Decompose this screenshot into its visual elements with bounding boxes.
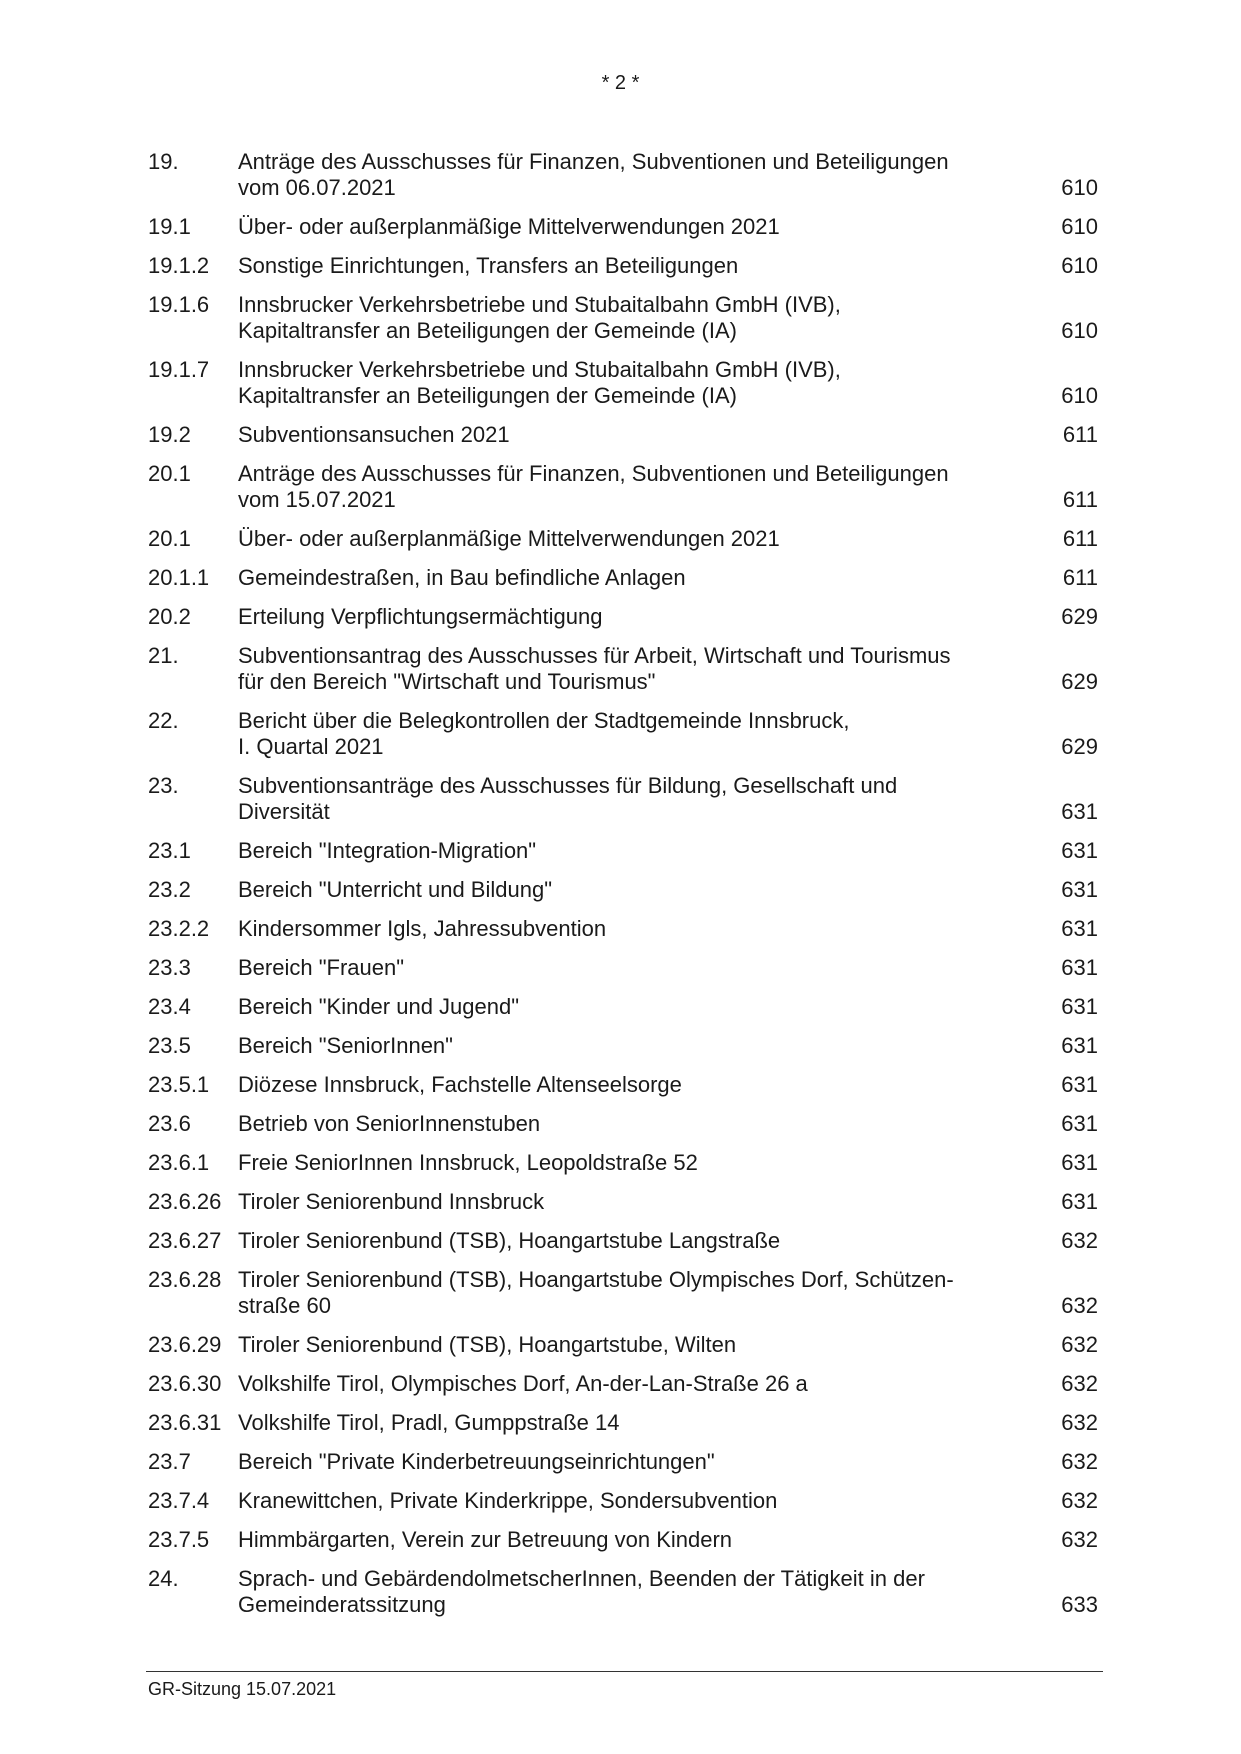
toc-entry-page: 610: [1061, 214, 1098, 239]
toc-entry-title: [238, 1332, 1038, 1358]
toc-entry: [148, 357, 1098, 409]
toc-entry-title-line: Tiroler Seniorenbund (TSB), Hoangartstube, Wilten: [238, 1332, 737, 1357]
toc-entry-page: 610: [1061, 383, 1098, 408]
toc-entry-title: [238, 292, 1038, 344]
toc-entry-number: 23.4: [148, 994, 191, 1019]
toc-entry-title: [238, 357, 1038, 409]
toc-entry-title-line: Betrieb von SeniorInnenstuben: [238, 1111, 541, 1136]
toc-entry-number: 20.1: [148, 461, 191, 486]
toc-entry-number: 23.5.1: [148, 1072, 210, 1097]
toc-entry-title: [238, 955, 1038, 981]
toc-entry-title-line: Bereich "Unterricht und Bildung": [238, 877, 553, 902]
toc-entry: [148, 1332, 1098, 1358]
toc-entry-number: 23.7: [148, 1449, 191, 1474]
toc-entry-title: [238, 708, 1038, 760]
toc-entry: [148, 461, 1098, 513]
toc-entry-page: 631: [1061, 799, 1098, 824]
toc-entry-page: 631: [1061, 916, 1098, 941]
toc-entry-title: [238, 1566, 1038, 1618]
toc-entry-number: 23.: [148, 773, 179, 798]
toc-entry-page: 610: [1061, 253, 1098, 278]
toc-entry-title-line: Subventionsanträge des Ausschusses für Bildung, Gesellschaft und: [238, 773, 898, 798]
toc-entry-title: [238, 214, 1038, 240]
toc-entry-title-line: Volkshilfe Tirol, Olympisches Dorf, An-der-Lan-Straße 26 a: [238, 1371, 808, 1396]
toc-entry-page: 629: [1061, 734, 1098, 759]
toc-entry-title-line: Innsbrucker Verkehrsbetriebe und Stubaitalbahn GmbH (IVB),: [238, 357, 841, 382]
toc-entry: [148, 292, 1098, 344]
toc-entry-title: [238, 1527, 1038, 1553]
toc-entry-title: [238, 1072, 1038, 1098]
toc-entry-number: 19.1: [148, 214, 191, 239]
toc-entry: [148, 1150, 1098, 1176]
toc-entry-title-line: Kapitaltransfer an Beteiligungen der Gemeinde (IA): [238, 318, 737, 343]
toc-entry: [148, 1527, 1098, 1553]
toc-entry-title-line: Kapitaltransfer an Beteiligungen der Gemeinde (IA): [238, 383, 737, 408]
toc-entry-title-line: Anträge des Ausschusses für Finanzen, Subventionen und Beteiligungen: [238, 149, 949, 174]
toc-entry-number: 23.2: [148, 877, 191, 902]
toc-entry-number: 21.: [148, 643, 179, 668]
toc-entry-title: [238, 253, 1038, 279]
toc-entry-page: 610: [1061, 175, 1098, 200]
toc-entry-title: [238, 526, 1038, 552]
toc-entry-number: 23.6: [148, 1111, 191, 1136]
toc-entry-title: [238, 1111, 1038, 1137]
toc-entry-title: [238, 1150, 1038, 1176]
toc-entry: [148, 1033, 1098, 1059]
toc-entry-title-line: Freie SeniorInnen Innsbruck, Leopoldstraße 52: [238, 1150, 698, 1175]
toc-entry-number: 23.7.4: [148, 1488, 210, 1513]
toc-entry-page: 610: [1061, 318, 1098, 343]
toc-entry-title-line: Gemeindestraßen, in Bau befindliche Anlagen: [238, 565, 686, 590]
toc-entry: [148, 1072, 1098, 1098]
toc-entry-number: 23.6.1: [148, 1150, 210, 1175]
toc-entry-title-line: Bereich "Private Kinderbetreuungseinrichtungen": [238, 1449, 715, 1474]
toc-entry-page: 631: [1061, 1111, 1098, 1136]
toc-entry-number: 23.5: [148, 1033, 191, 1058]
toc-entry-title: [238, 994, 1038, 1020]
toc-entry-page: 631: [1061, 1072, 1098, 1097]
toc-entry-number: 22.: [148, 708, 179, 733]
toc-entry-number: 23.6.26: [148, 1189, 222, 1214]
toc-entry-number: 23.3: [148, 955, 191, 980]
toc-entry-number: 23.6.28: [148, 1267, 222, 1292]
toc-entry: [148, 1189, 1098, 1215]
toc-entry: [148, 1371, 1098, 1397]
toc-entry-page: 631: [1061, 994, 1098, 1019]
toc-entry-page: 611: [1062, 526, 1098, 551]
toc-entry-number: 19.1.7: [148, 357, 210, 382]
toc-entry: [148, 838, 1098, 864]
toc-entry: [148, 526, 1098, 552]
toc-entry-title-line: Bereich "SeniorInnen": [238, 1033, 453, 1058]
toc-entry-title: [238, 149, 1038, 201]
toc-entry-title-line: Diversität: [238, 799, 330, 824]
toc-entry-title-line: Gemeinderatssitzung: [238, 1592, 446, 1617]
toc-entry-title-line: Diözese Innsbruck, Fachstelle Altenseelsorge: [238, 1072, 682, 1097]
toc-entry-title: [238, 1488, 1038, 1514]
toc-entry-page: 632: [1061, 1293, 1098, 1318]
toc-entry-title: [238, 422, 1038, 448]
toc-entry-title: [238, 604, 1038, 630]
toc-entry-title: [238, 1371, 1038, 1397]
toc-entry: [148, 708, 1098, 760]
toc-entry-page: 632: [1061, 1371, 1098, 1396]
toc-entry-number: 23.7.5: [148, 1527, 210, 1552]
toc-entry-title: [238, 1410, 1038, 1436]
toc-entry-number: 19.1.6: [148, 292, 210, 317]
toc-entry-title-line: Tiroler Seniorenbund (TSB), Hoangartstube Langstraße: [238, 1228, 781, 1253]
toc-entry-page: 631: [1061, 877, 1098, 902]
toc-entry-title-line: Himmbärgarten, Verein zur Betreuung von Kindern: [238, 1527, 733, 1552]
toc-entry: [148, 643, 1098, 695]
toc-entry: [148, 1449, 1098, 1475]
page-number-header: * 2 *: [601, 72, 640, 94]
toc-entry-page: 632: [1061, 1410, 1098, 1435]
toc-entry: [148, 955, 1098, 981]
toc-entry-page: 631: [1061, 955, 1098, 980]
toc-entry-page: 632: [1061, 1527, 1098, 1552]
toc-entry-page: 632: [1061, 1332, 1098, 1357]
toc-entry: [148, 994, 1098, 1020]
toc-entry-page: 631: [1061, 1033, 1098, 1058]
toc-entry-title: [238, 461, 1038, 513]
toc-entry-number: 23.6.31: [148, 1410, 222, 1435]
toc-entry-title-line: Volkshilfe Tirol, Pradl, Gumppstraße 14: [238, 1410, 620, 1435]
toc-entry: [148, 1566, 1098, 1618]
toc-entry-title-line: Über- oder außerplanmäßige Mittelverwendungen 2021: [238, 526, 780, 551]
toc-entry-title-line: Tiroler Seniorenbund (TSB), Hoangartstube Olympisches Dorf, Schützen-: [238, 1267, 954, 1292]
toc-entry-page: 629: [1061, 669, 1098, 694]
toc-entry-title: [238, 1033, 1038, 1059]
toc-entry-page: 611: [1062, 422, 1098, 447]
toc-entry-number: 23.1: [148, 838, 191, 863]
toc-entry: [148, 877, 1098, 903]
toc-entry-number: 23.2.2: [148, 916, 210, 941]
toc-entry-number: 24.: [148, 1566, 179, 1591]
toc-entry-page: 611: [1062, 565, 1098, 590]
toc-entry-number: 20.2: [148, 604, 191, 629]
toc-entry: [148, 149, 1098, 201]
toc-entry-title-line: Bereich "Kinder und Jugend": [238, 994, 520, 1019]
footer-divider: [146, 1671, 1103, 1672]
toc-entry-page: 633: [1061, 1592, 1098, 1617]
toc-entry: [148, 773, 1098, 825]
toc-entry-page: 632: [1061, 1449, 1098, 1474]
toc-entry-page: 631: [1061, 1150, 1098, 1175]
toc-entry: [148, 422, 1098, 448]
toc-entry-number: 20.1: [148, 526, 191, 551]
toc-entry-title-line: Sprach- und GebärdendolmetscherInnen, Beenden der Tätigkeit in der: [238, 1566, 925, 1591]
toc-entry-title-line: vom 06.07.2021: [238, 175, 396, 200]
toc-entry-title-line: straße 60: [238, 1293, 331, 1318]
toc-entry-title-line: Subventionsansuchen 2021: [238, 422, 510, 447]
toc-entry-number: 20.1.1: [148, 565, 210, 590]
toc-entry-title: [238, 916, 1038, 942]
toc-entry-title: [238, 1228, 1038, 1254]
footer-session-date: GR-Sitzung 15.07.2021: [148, 1679, 337, 1699]
toc-entry-title-line: Sonstige Einrichtungen, Transfers an Beteiligungen: [238, 253, 739, 278]
toc-entry: [148, 253, 1098, 279]
toc-entry-title-line: Bericht über die Belegkontrollen der Stadtgemeinde Innsbruck,: [238, 708, 850, 733]
toc-entry: [148, 1488, 1098, 1514]
toc-entry-number: 19.2: [148, 422, 191, 447]
toc-entry-title-line: Innsbrucker Verkehrsbetriebe und Stubaitalbahn GmbH (IVB),: [238, 292, 841, 317]
toc-entry: [148, 214, 1098, 240]
toc-entry-number: 23.6.29: [148, 1332, 222, 1357]
toc-entry: [148, 565, 1098, 591]
toc-entry: [148, 604, 1098, 630]
toc-entry-title: [238, 565, 1038, 591]
toc-entry-title: [238, 1267, 1038, 1319]
toc-entry-title-line: Subventionsantrag des Ausschusses für Arbeit, Wirtschaft und Tourismus: [238, 643, 951, 668]
toc-entry: [148, 1267, 1098, 1319]
toc-entry-page: 632: [1061, 1488, 1098, 1513]
toc-entry-title-line: Bereich "Frauen": [238, 955, 405, 980]
toc-entry-number: 19.: [148, 149, 179, 174]
toc-entry-title-line: vom 15.07.2021: [238, 487, 396, 512]
toc-entry-title-line: Erteilung Verpflichtungsermächtigung: [238, 604, 603, 629]
toc-entry-title: [238, 643, 1038, 695]
toc-entry-page: 632: [1061, 1228, 1098, 1253]
toc-entry-number: 19.1.2: [148, 253, 210, 278]
toc-entry-title-line: Über- oder außerplanmäßige Mittelverwendungen 2021: [238, 214, 780, 239]
toc-entry-title: [238, 1189, 1038, 1215]
toc-entry-title: [238, 838, 1038, 864]
toc-entry: [148, 916, 1098, 942]
toc-entry-number: 23.6.30: [148, 1371, 222, 1396]
toc-entry-title-line: Kranewittchen, Private Kinderkrippe, Sondersubvention: [238, 1488, 778, 1513]
toc-entry-page: 611: [1062, 487, 1098, 512]
toc-entry-title: [238, 877, 1038, 903]
toc-entry-title-line: Kindersommer Igls, Jahressubvention: [238, 916, 607, 941]
toc-entry-page: 631: [1061, 1189, 1098, 1214]
toc-entry-number: 23.6.27: [148, 1228, 222, 1253]
toc-entry-title-line: Bereich "Integration-Migration": [238, 838, 537, 863]
table-of-contents: [148, 149, 1098, 1631]
toc-entry: [148, 1228, 1098, 1254]
toc-entry-title-line: Tiroler Seniorenbund Innsbruck: [238, 1189, 545, 1214]
toc-entry-page: 631: [1061, 838, 1098, 863]
toc-entry-title: [238, 773, 1038, 825]
toc-entry-title-line: für den Bereich "Wirtschaft und Tourismus": [238, 669, 656, 694]
toc-entry-title: [238, 1449, 1038, 1475]
toc-entry: [148, 1410, 1098, 1436]
toc-entry-page: 629: [1061, 604, 1098, 629]
toc-entry-title-line: I. Quartal 2021: [238, 734, 384, 759]
toc-entry-title-line: Anträge des Ausschusses für Finanzen, Subventionen und Beteiligungen: [238, 461, 949, 486]
toc-entry: [148, 1111, 1098, 1137]
